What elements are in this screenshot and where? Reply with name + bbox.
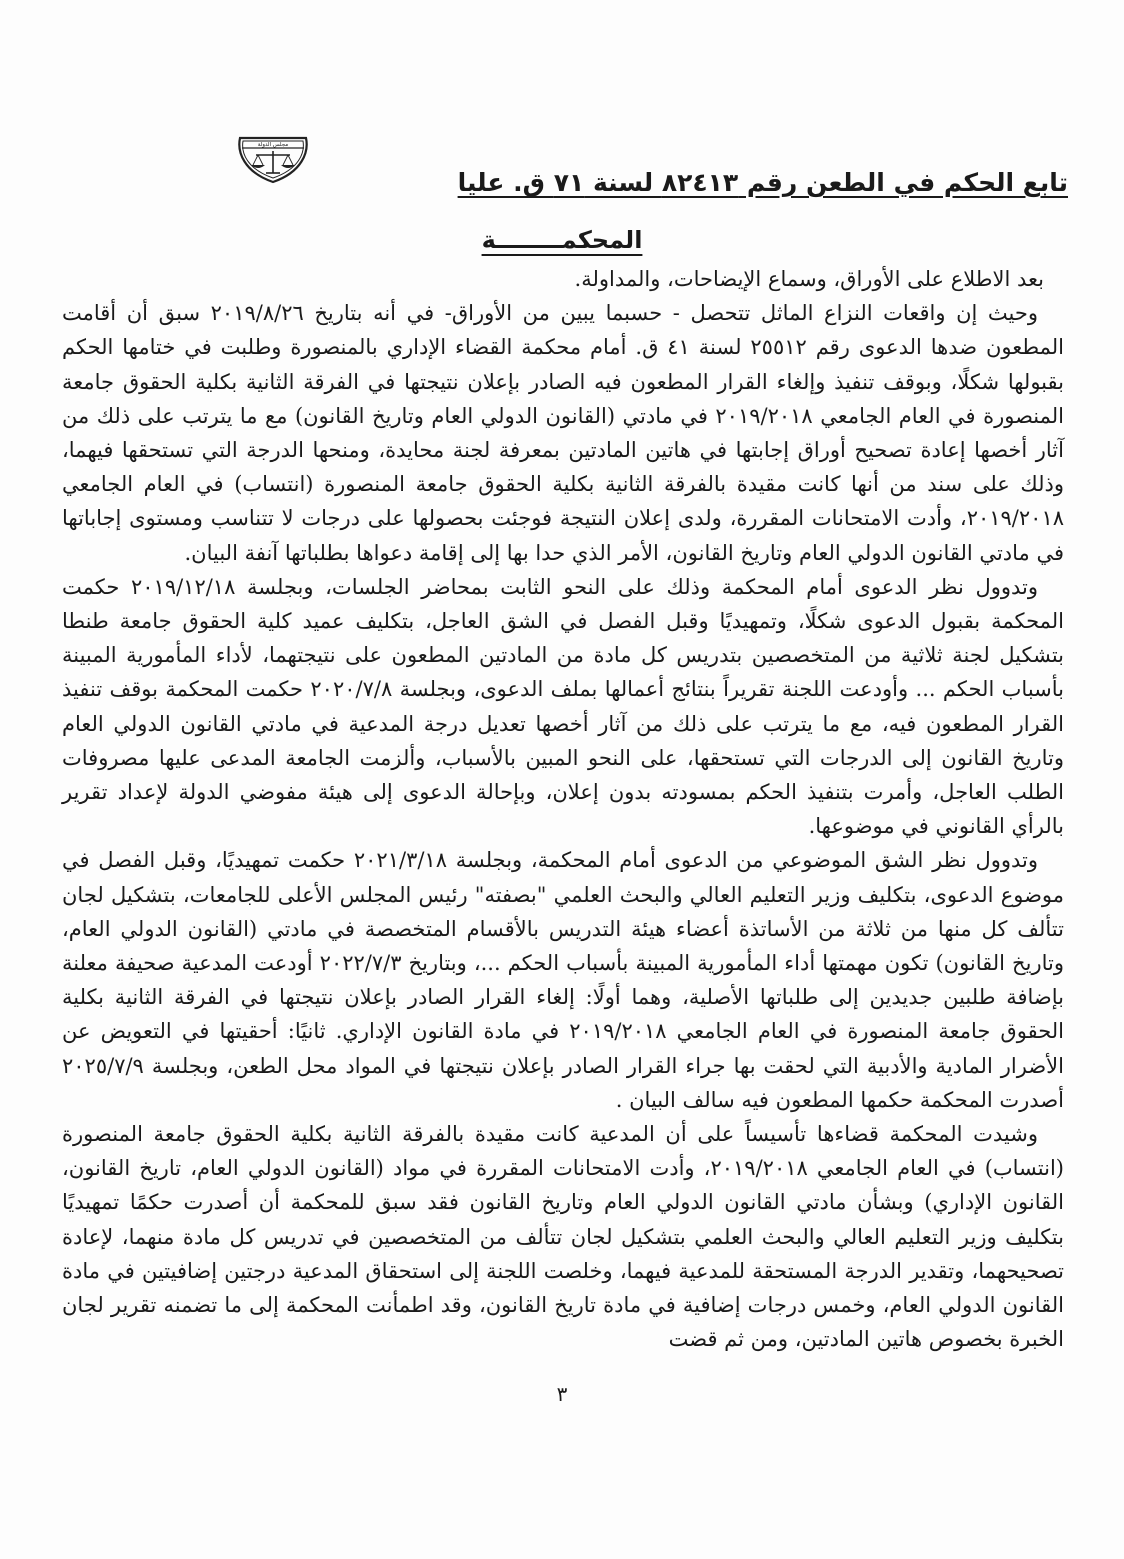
judgment-body: [62, 262, 1064, 1357]
paragraph: وحيث إن واقعات النزاع الماثل تتحصل - حسبما يبين من الأوراق- في أنه بتاريخ ٢٠١٩/٨/٢٦ سبق أن أقامت المطعون ضدها الدعوى رقم ٢٥٥١٢ لسنة ٤١ ق. أمام محكمة القضاء الإداري بالمنصورة وطلبت في ختامها الحكم بقبولها شكلًا، وبوقف تنفيذ وإلغاء القرار المطعون فيه الصادر بإعلان نتيجتها في الفرقة الثانية بكلية الحقوق جامعة المنصورة في العام الجامعي ٢٠١٩/٢٠١٨ في مادتي (القانون الدولي العام وتاريخ القانون) مع ما يترتب على ذلك من آثار أخصها إعادة تصحيح أوراق إجابتها في هاتين المادتين بمعرفة لجنة محايدة، ومنحها الدرجة التي تستحقها فيهما، وذلك على سند من أنها كانت مقيدة بالفرقة الثانية بكلية الحقوق جامعة المنصورة (انتساب) في العام الجامعي ٢٠١٩/٢٠١٨، وأدت الامتحانات المقررة، ولدى إعلان النتيجة فوجئت بحصولها على درجات لا تتناسب ومستوى إجاباتها في مادتي القانون الدولي العام وتاريخ القانون، الأمر الذي حدا بها إلى إقامة دعواها بطلباتها آنفة البيان.: [62, 301, 1064, 565]
paragraph: بعد الاطلاع على الأوراق، وسماع الإيضاحات، والمداولة.: [574, 267, 1044, 291]
paragraph: وتدوول نظر الدعوى أمام المحكمة وذلك على النحو الثابت بمحاضر الجلسات، وبجلسة ٢٠١٩/١٢/١٨ حكمت المحكمة بقبول الدعوى شكلًا، وتمهيديًا وقبل الفصل في الشق العاجل، بتكليف عميد كلية الحقوق جامعة طنطا بتشكيل لجنة ثلاثية من المتخصصين بتدريس كل مادة من المادتين المطعون على نتيجتهما، لأداء المأمورية المبينة بأسباب الحكم ... وأودعت اللجنة تقريراً بنتائج أعمالها بملف الدعوى، وبجلسة ٢٠٢٠/٧/٨ حكمت المحكمة بوقف تنفيذ القرار المطعون فيه، مع ما يترتب على ذلك من آثار أخصها تعديل درجة المدعية في مادتي القانون الدولي العام وتاريخ القانون إلى الدرجات التي تستحقها، على النحو المبين بالأسباب، وألزمت الجامعة المدعى عليها مصروفات الطلب العاجل، وأمرت بتنفيذ الحكم بمسودته بدون إعلان، وبإحالة الدعوى إلى هيئة مفوضي الدولة لإعداد تقرير بالرأي القانوني في موضوعها.: [62, 574, 1064, 839]
svg-text:مجلس الدولة: مجلس الدولة: [257, 142, 289, 148]
case-heading: تابع الحكم في الطعن رقم ٨٢٤١٣ لسنة ٧١ ق. عليا: [457, 168, 1068, 197]
paragraph: وشيدت المحكمة قضاءها تأسيساً على أن المدعية كانت مقيدة بالفرقة الثانية بكلية الحقوق جامعة المنصورة (انتساب) في العام الجامعي ٢٠١٩/٢٠١٨، وأدت الامتحانات المقررة في مواد (القانون الدولي العام، تاريخ القانون، القانون الإداري) وبشأن مادتي القانون الدولي العام وتاريخ القانون فقد سبق للمحكمة أن أصدرت حكمًا تمهيديًا بتكليف وزير التعليم العالي والبحث العلمي بتشكيل لجان تتألف من المتخصصين في تدريس كل مادة منهما، لإعادة تصحيحهما، وتقدير الدرجة المستحقة للمدعية فيهما، وخلصت اللجنة إلى استحقاق المدعية درجتين إضافيتين في مادة القانون الدولي العام، وخمس درجات إضافية في مادة تاريخ القانون، وقد اطمأنت المحكمة إلى ما تضمنه تقرير لجان الخبرة بخصوص هاتين المادتين، ومن ثم قضت: [62, 1122, 1064, 1352]
section-title: المحكمــــــــة: [481, 226, 643, 254]
court-seal-logo: [232, 128, 314, 186]
paragraph: وتدوول نظر الشق الموضوعي من الدعوى أمام المحكمة، وبجلسة ٢٠٢١/٣/١٨ حكمت تمهيديًا، وقبل الفصل في موضوع الدعوى، بتكليف وزير التعليم العالي والبحث العلمي "بصفته" رئيس المجلس الأعلى للجامعات، بتشكيل لجان تتألف كل منها من ثلاثة من الأساتذة أعضاء هيئة التدريس بالأقسام المتخصصة في مادتي (القانون الدولي العام، وتاريخ القانون) تكون مهمتها أداء المأمورية المبينة بأسباب الحكم ...، وبتاريخ ٢٠٢٢/٧/٣ أودعت المدعية صحيفة معلنة بإضافة طلبين جديدين إلى طلباتها الأصلية، وهما أولًا: إلغاء القرار الصادر بإعلان نتيجتها في الفرقة الثانية بكلية الحقوق جامعة المنصورة في العام الجامعي ٢٠١٩/٢٠١٨ في مادة القانون الإداري. ثانيًا: أحقيتها في التعويض عن الأضرار المادية والأدبية التي لحقت بها جراء القرار الصادر بإعلان نتيجتها في المواد محل الطعن، وبجلسة ٢٠٢٥/٧/٩ أصدرت المحكمة حكمها المطعون فيه سالف البيان .: [62, 848, 1064, 1112]
page-number: ٣: [556, 1382, 568, 1406]
